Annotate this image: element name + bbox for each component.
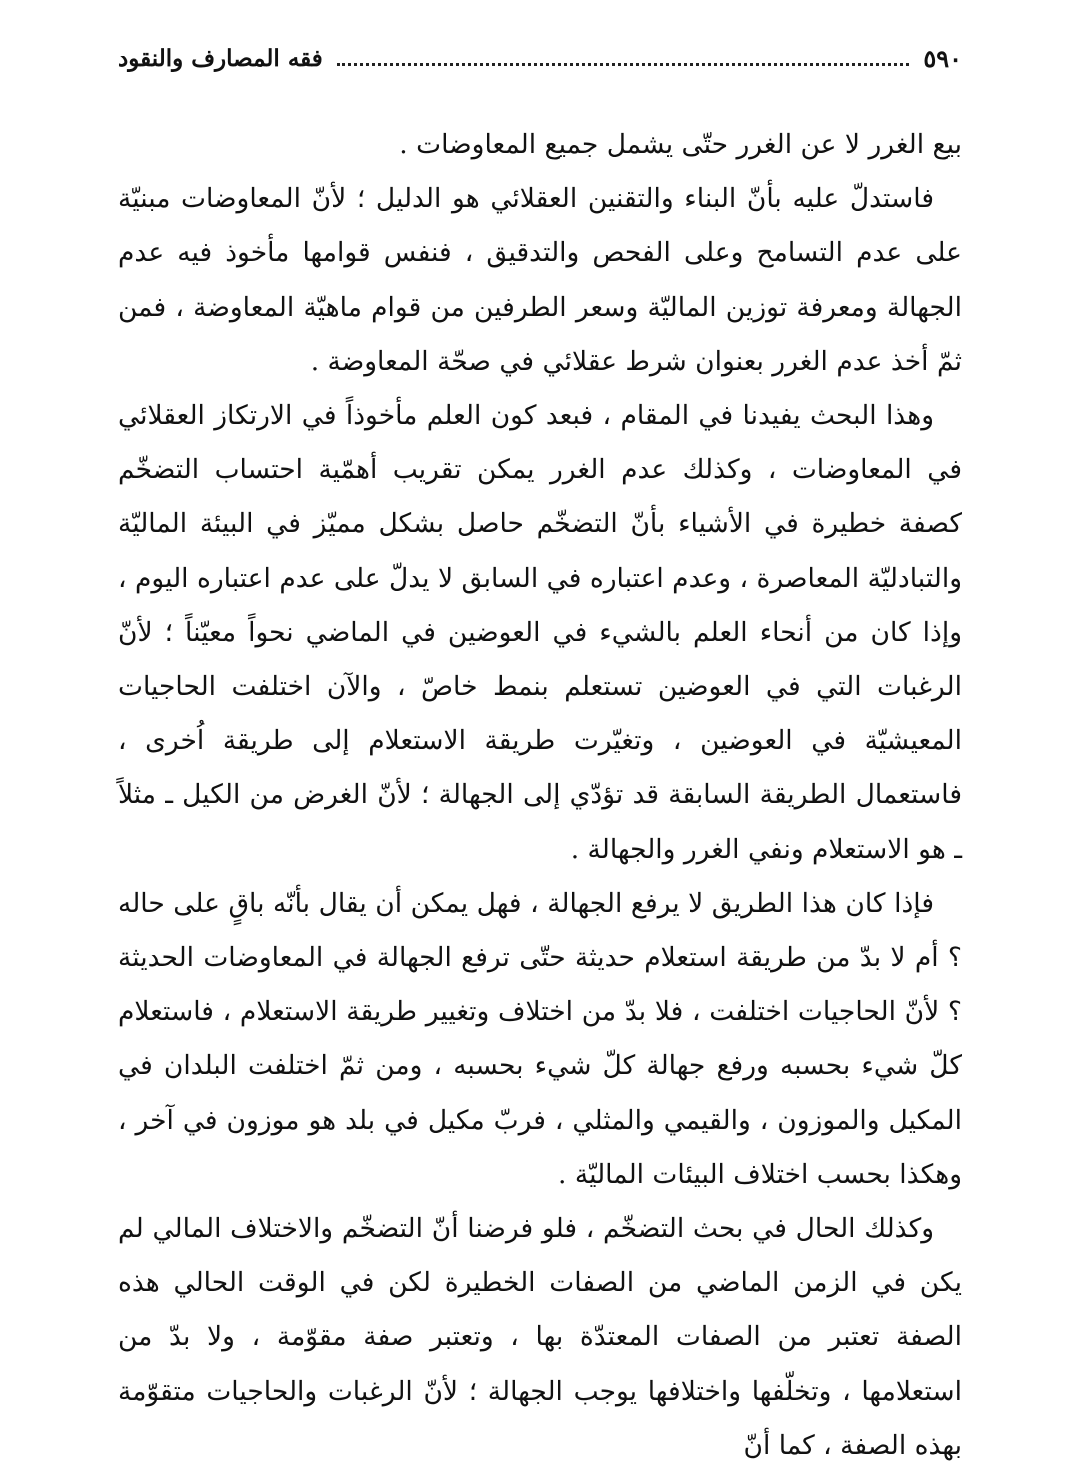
body-text: [118, 118, 962, 1473]
paragraph-1: بيع الغرر لا عن الغرر حتّى يشمل جميع المعاوضات .: [399, 129, 962, 160]
book-title: فقه المصارف والنقود: [118, 44, 323, 72]
paragraph-2: فاستدلّ عليه بأنّ البناء والتقنين العقلائي هو الدليل ؛ لأنّ المعاوضات مبنيّة على عدم التسامح وعلى الفحص والتدقيق ، فنفس قوامها مأخوذ فيه عدم الجهالة ومعرفة توزين الماليّة وسعر الطرفين من قوام ماهيّة المعاوضة ، فمن ثمّ أخذ عدم الغرر بعنوان شرط عقلائي في صحّة المعاوضة .: [118, 183, 962, 377]
dotted-leader: [337, 63, 910, 66]
page-number: ٥٩٠: [923, 43, 962, 73]
paragraph-3: وهذا البحث يفيدنا في المقام ، فبعد كون العلم مأخوذاً في الارتكاز العقلائي في المعاوضات ، وكذلك عدم الغرر يمكن تقريب أهمّية احتساب التضخّم كصفة خطيرة في الأشياء بأنّ التضخّم حاصل بشكل مميّز في البيئة الماليّة والتبادليّة المعاصرة ، وعدم اعتباره في السابق لا يدلّ على عدم اعتباره اليوم ، وإذا كان من أنحاء العلم بالشيء في العوضين في الماضي نحواً معيّناً ؛ لأنّ الرغبات التي في العوضين تستعلم بنمط خاصّ ، والآن اختلفت الحاجيات المعيشيّة في العوضين ، وتغيّرت طريقة الاستعلام إلى طريقة اُخرى ، فاستعمال الطريقة السابقة قد تؤدّي إلى الجهالة ؛ لأنّ الغرض من الكيل ـ مثلاً ـ هو الاستعلام ونفي الغرر والجهالة .: [118, 400, 962, 865]
running-header: [118, 36, 962, 80]
paragraph-4: فإذا كان هذا الطريق لا يرفع الجهالة ، فهل يمكن أن يقال بأنّه باقٍ على حاله ؟ أم لا بدّ من طريقة استعلام حديثة حتّى ترفع الجهالة في المعاوضات الحديثة ؟ لأنّ الحاجيات اختلفت ، فلا بدّ من اختلاف وتغيير طريقة الاستعلام ، فاستعلام كلّ شيء بحسبه ورفع جهالة كلّ شيء بحسبه ، ومن ثمّ اختلفت البلدان في المكيل والموزون ، والقيمي والمثلي ، فربّ مكيل في بلد هو موزون في آخر ، وهكذا بحسب اختلاف البيئات الماليّة .: [118, 887, 962, 1190]
paragraph-5: وكذلك الحال في بحث التضخّم ، فلو فرضنا أنّ التضخّم والاختلاف المالي لم يكن في الزمن الماضي من الصفات الخطيرة لكن في الوقت الحالي هذه الصفة تعتبر من الصفات المعتدّة بها ، وتعتبر صفة مقوّمة ، ولا بدّ من استعلامها ، وتخلّفها واختلافها يوجب الجهالة ؛ لأنّ الرغبات والحاجيات متقوّمة بهذه الصفة ، كما أنّ: [118, 1213, 962, 1461]
